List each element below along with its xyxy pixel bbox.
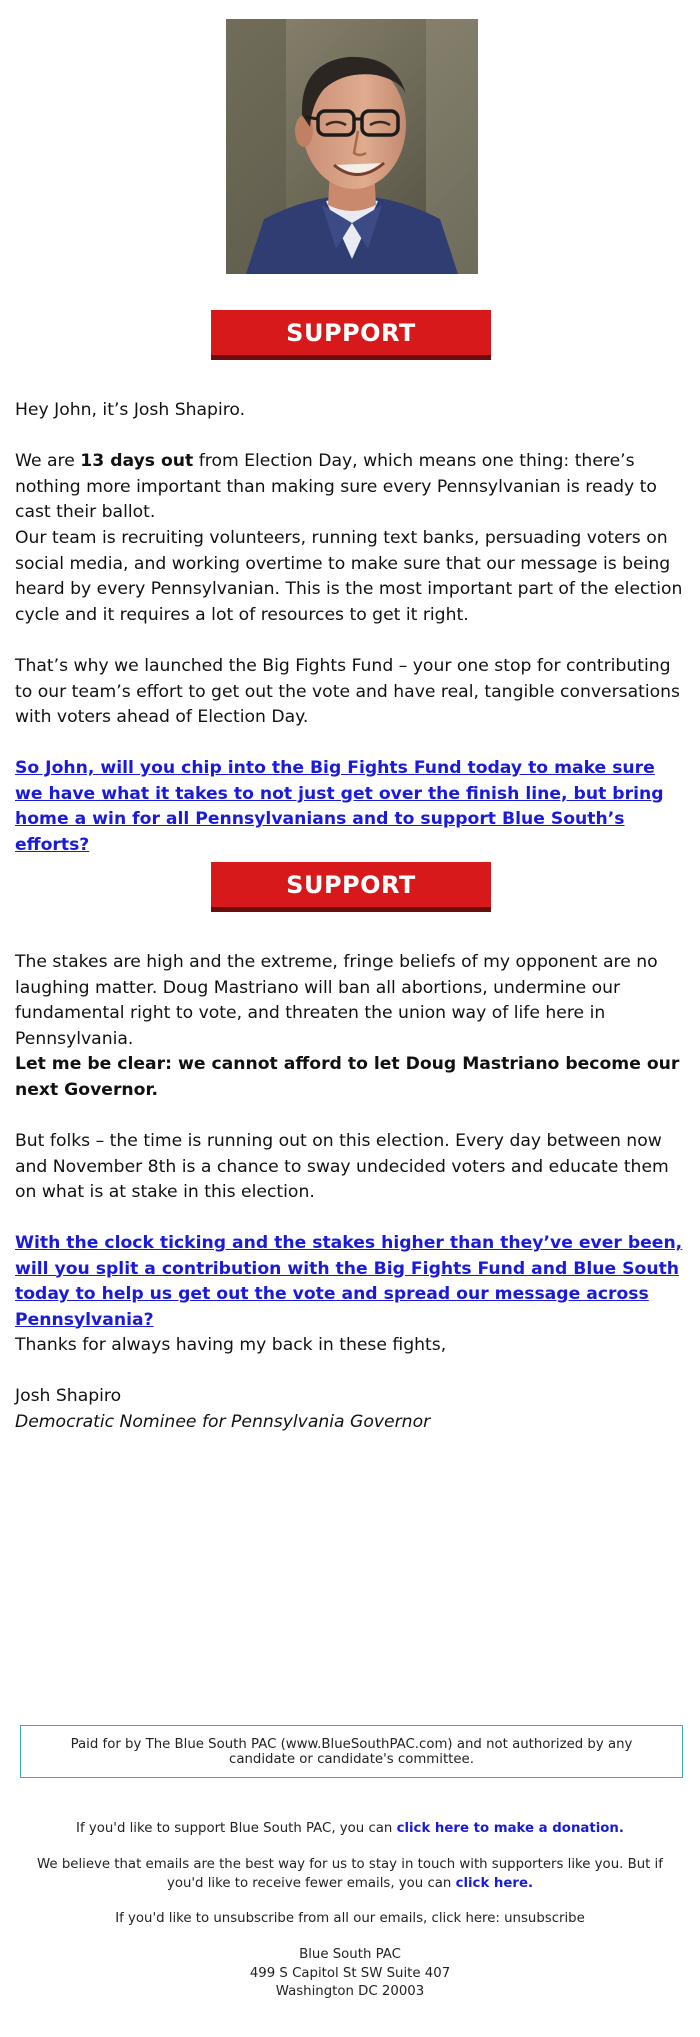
support-button-middle[interactable]: SUPPORT [211,862,491,912]
donate-text: If you'd like to support Blue South PAC, you can [76,1821,397,1836]
signature-name: Josh Shapiro [15,1386,122,1406]
donate-link[interactable]: click here to make a donation. [396,1821,624,1836]
paragraph-stakes: The stakes are high and the extreme, fringe beliefs of my opponent are no laughing matter. Doug Mastriano will ban all abortions, undermine our fundamental right to vote, and threaten the union way of life here in Pennsylvania. [15,952,658,1049]
support-button-top[interactable]: SUPPORT [211,310,491,360]
paragraph-let-me-be-clear: Let me be clear: we cannot afford to let Doug Mastriano become our next Governor. [15,1054,680,1100]
address-line-1: 499 S Capitol St SW Suite 407 [249,1965,451,1981]
paragraph-time-running-out: But folks – the time is running out on this election. Every day between now and November 8th is a chance to sway undecided voters and educate them on what is at stake in this election. [15,1131,669,1202]
paragraph-team-effort: Our team is recruiting volunteers, running text banks, persuading voters on social media, and working overtime to make sure that our message is being heard by every Pennsylvanian. This is the most important part of the election cycle and it requires a lot of resources to get it right. [15,528,683,625]
paragraph-big-fights-fund: That’s why we launched the Big Fights Fund – your one stop for contributing to our team’s effort to get out the vote and have real, tangible conversations with voters ahead of Election Day. [15,656,681,727]
unsubscribe-text: If you'd like to unsubscribe from all our emails, click here: [115,1911,505,1926]
address-line-2: Washington DC 20003 [275,1984,425,1999]
greeting: Hey John, it’s Josh Shapiro. [15,400,246,420]
org-address [15,1946,685,2002]
closing-line: Thanks for always having my back in these fights, [15,1335,447,1355]
candidate-portrait [226,19,478,274]
cta-link-chip-in[interactable] [15,756,685,858]
days-out-highlight: 13 days out [80,451,194,471]
fewer-emails-text: We believe that emails are the best way for us to stay in touch with supporters like you. But if you'd like to receive fewer emails, you can [37,1857,663,1891]
donate-line [15,1820,685,1839]
fewer-emails-line [15,1856,685,1893]
paid-for-disclaimer-box [20,1725,683,1778]
fewer-emails-link[interactable]: click here. [455,1875,534,1891]
unsubscribe-link[interactable]: unsubscribe [504,1911,585,1926]
p1-text-b: from Election Day, which means one thing: there’s nothing more important than making sure every Pennsylvanian is ready to cast their ballot. [15,451,657,522]
cta-link-split-contribution[interactable] [15,1231,685,1333]
cta-link-chip-in-text[interactable]: So John, will you chip into the Big Fights Fund today to make sure we have what it takes to not just get over the finish line, but bring home a win for all Pennsylvanians and to support Blue South’s efforts? [15,758,664,855]
paragraph-days-out [15,449,685,526]
org-name: Blue South PAC [299,1947,401,1962]
signature-title: Democratic Nominee for Pennsylvania Governor [15,1412,431,1432]
paid-for-disclaimer: Paid for by The Blue South PAC (www.BlueSouthPAC.com) and not authorized by any candidate or candidate's committee. [70,1736,633,1767]
cta-link-split-contribution-text[interactable]: With the clock ticking and the stakes higher than they’ve ever been, will you split a contribution with the Big Fights Fund and Blue South today to help us get out the vote and spread our message across Pennsylvania? [15,1233,683,1330]
p1-text-a: We are [15,451,81,471]
unsubscribe-line [15,1910,685,1929]
